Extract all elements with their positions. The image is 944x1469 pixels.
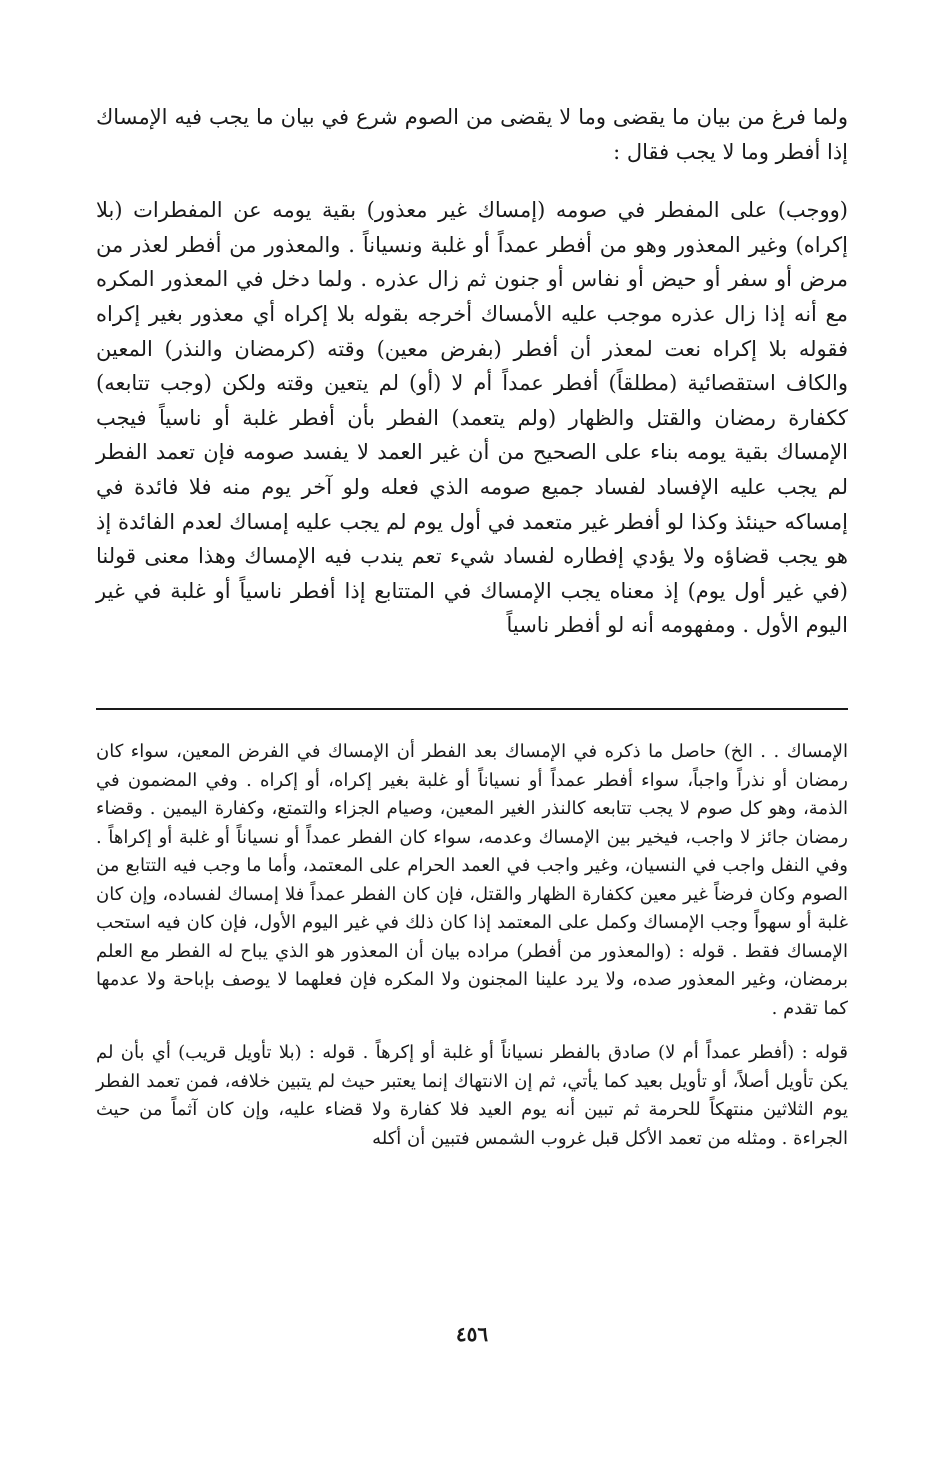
intro-paragraph: ولما فرغ من بيان ما يقضى وما لا يقضى من الصوم شرع في بيان ما يجب فيه الإمساك إذا أفطر وما لا يجب فقال : — [96, 105, 848, 164]
footnote-divider — [96, 708, 848, 710]
body-paragraph: (ووجب) على المفطر في صومه (إمساك غير معذور) بقية يومه عن المفطرات (بلا إكراه) وغير المعذور وهو من أفطر عمداً أو غلبة ونسياناً . والمعذور من أفطر لعذر من مرض أو سفر أو حيض أو نفاس أو جنون ثم زال عذره . ولما دخل في المعذور المكره مع أنه إذا زال عذره موجب عليه الأمساك أخرجه بقوله بلا إكراه أي معذور بغير إكراه فقوله بلا إكراه نعت لمعذر أن أفطر (بفرض معين) وقته (كرمضان والنذر) المعين والكاف استقصائية (مطلقاً) أفطر عمداً أم لا (أو) لم يتعين وقته ولكن (وجب تتابعه) ككفارة رمضان والقتل والظهار (ولم يتعمد) الفطر بأن أفطر غلبة أو ناسياً فيجب الإمساك بقية يومه بناء على الصحيح من أن غير العمد لا يفسد صومه فإن تعمد الفطر لم يجب عليه الإفساد لفساد جميع صومه الذي فعله ولو آخر يوم منه فلا فائدة في إمساكه حينئذ وكذا لو أفطر غير متعمد في أول يوم لم يجب عليه إمساك لعدم الفائدة إذ هو يجب قضاؤه ولا يؤدي إفطاره لفساد شيء تعم يندب فيه الإمساك وهذا معنى قولنا (في غير أول يوم) إذ معناه يجب الإمساك في المتتابع إذا أفطر ناسياً أو غلبة في غير اليوم الأول . ومفهومه أنه لو أفطر ناسياً — [96, 198, 848, 638]
page-number: ٤٥٦ — [455, 1322, 489, 1346]
footnote-paragraph-2: قوله : (أفطر عمداً أم لا) صادق بالفطر نسياناً أو غلبة أو إكرهاً . قوله : (بلا تأويل قريب) أي بأن لم يكن تأويل أصلاً، أو تأويل بعيد كما يأتي، ثم إن الانتهاك إنما يعتبر حيث لم يتبين خلافه، فمن تعمد الفطر يوم الثلاثين منتهكاً للحرمة ثم تبين أنه يوم العيد فلا كفارة ولا قضاء عليه، وإن كان آثماً من حيث الجراءة . ومثله من تعمد الأكل قبل غروب الشمس فتبين أن أكله — [96, 1042, 849, 1149]
footnote-paragraph-1: الإمساك . . الخ) حاصل ما ذكره في الإمساك بعد الفطر أن الإمساك في الفرض المعين، سواء كان رمضان أو نذراً واجباً، سواء أفطر عمداً أو نسياناً أو غلبة بغير إكراه، أو إكراه . وفي المضمون في الذمة، وهو كل صوم لا يجب تتابعه كالنذر الغير المعين، وصيام الجزاء والتمتع، وكفارة اليمين . وقضاء رمضان جائز لا واجب، فيخير بين الإمساك وعدمه، سواء كان الفطر عمداً أو نسياناً أو غلبة أو إكراهاً . وفي النفل واجب في النسيان، وغير واجب في العمد الحرام على المعتمد، وأما ما وجب فيه التتابع من الصوم وكان فرضاً غير معين ككفارة الظهار والقتل، فإن كان الفطر عمداً فلا إمساك لفساده، وإن كان غلبة أو سهواً وجب الإمساك وكمل على المعتمد إذا كان ذلك في غير اليوم الأول، فإن كان فيه استحب الإمساك فقط . قوله : (والمعذور من أفطر) مراده بيان أن المعذور هو الذي يباح له الفطر مع العلم برمضان، وغير المعذور صده، ولا يرد علينا المجنون ولا المكره فإن فعلهما لا يوصف بإباحة ولا عدمها كما تقدم . — [96, 741, 848, 1019]
footnotes — [96, 738, 848, 1153]
main-text — [96, 100, 848, 643]
